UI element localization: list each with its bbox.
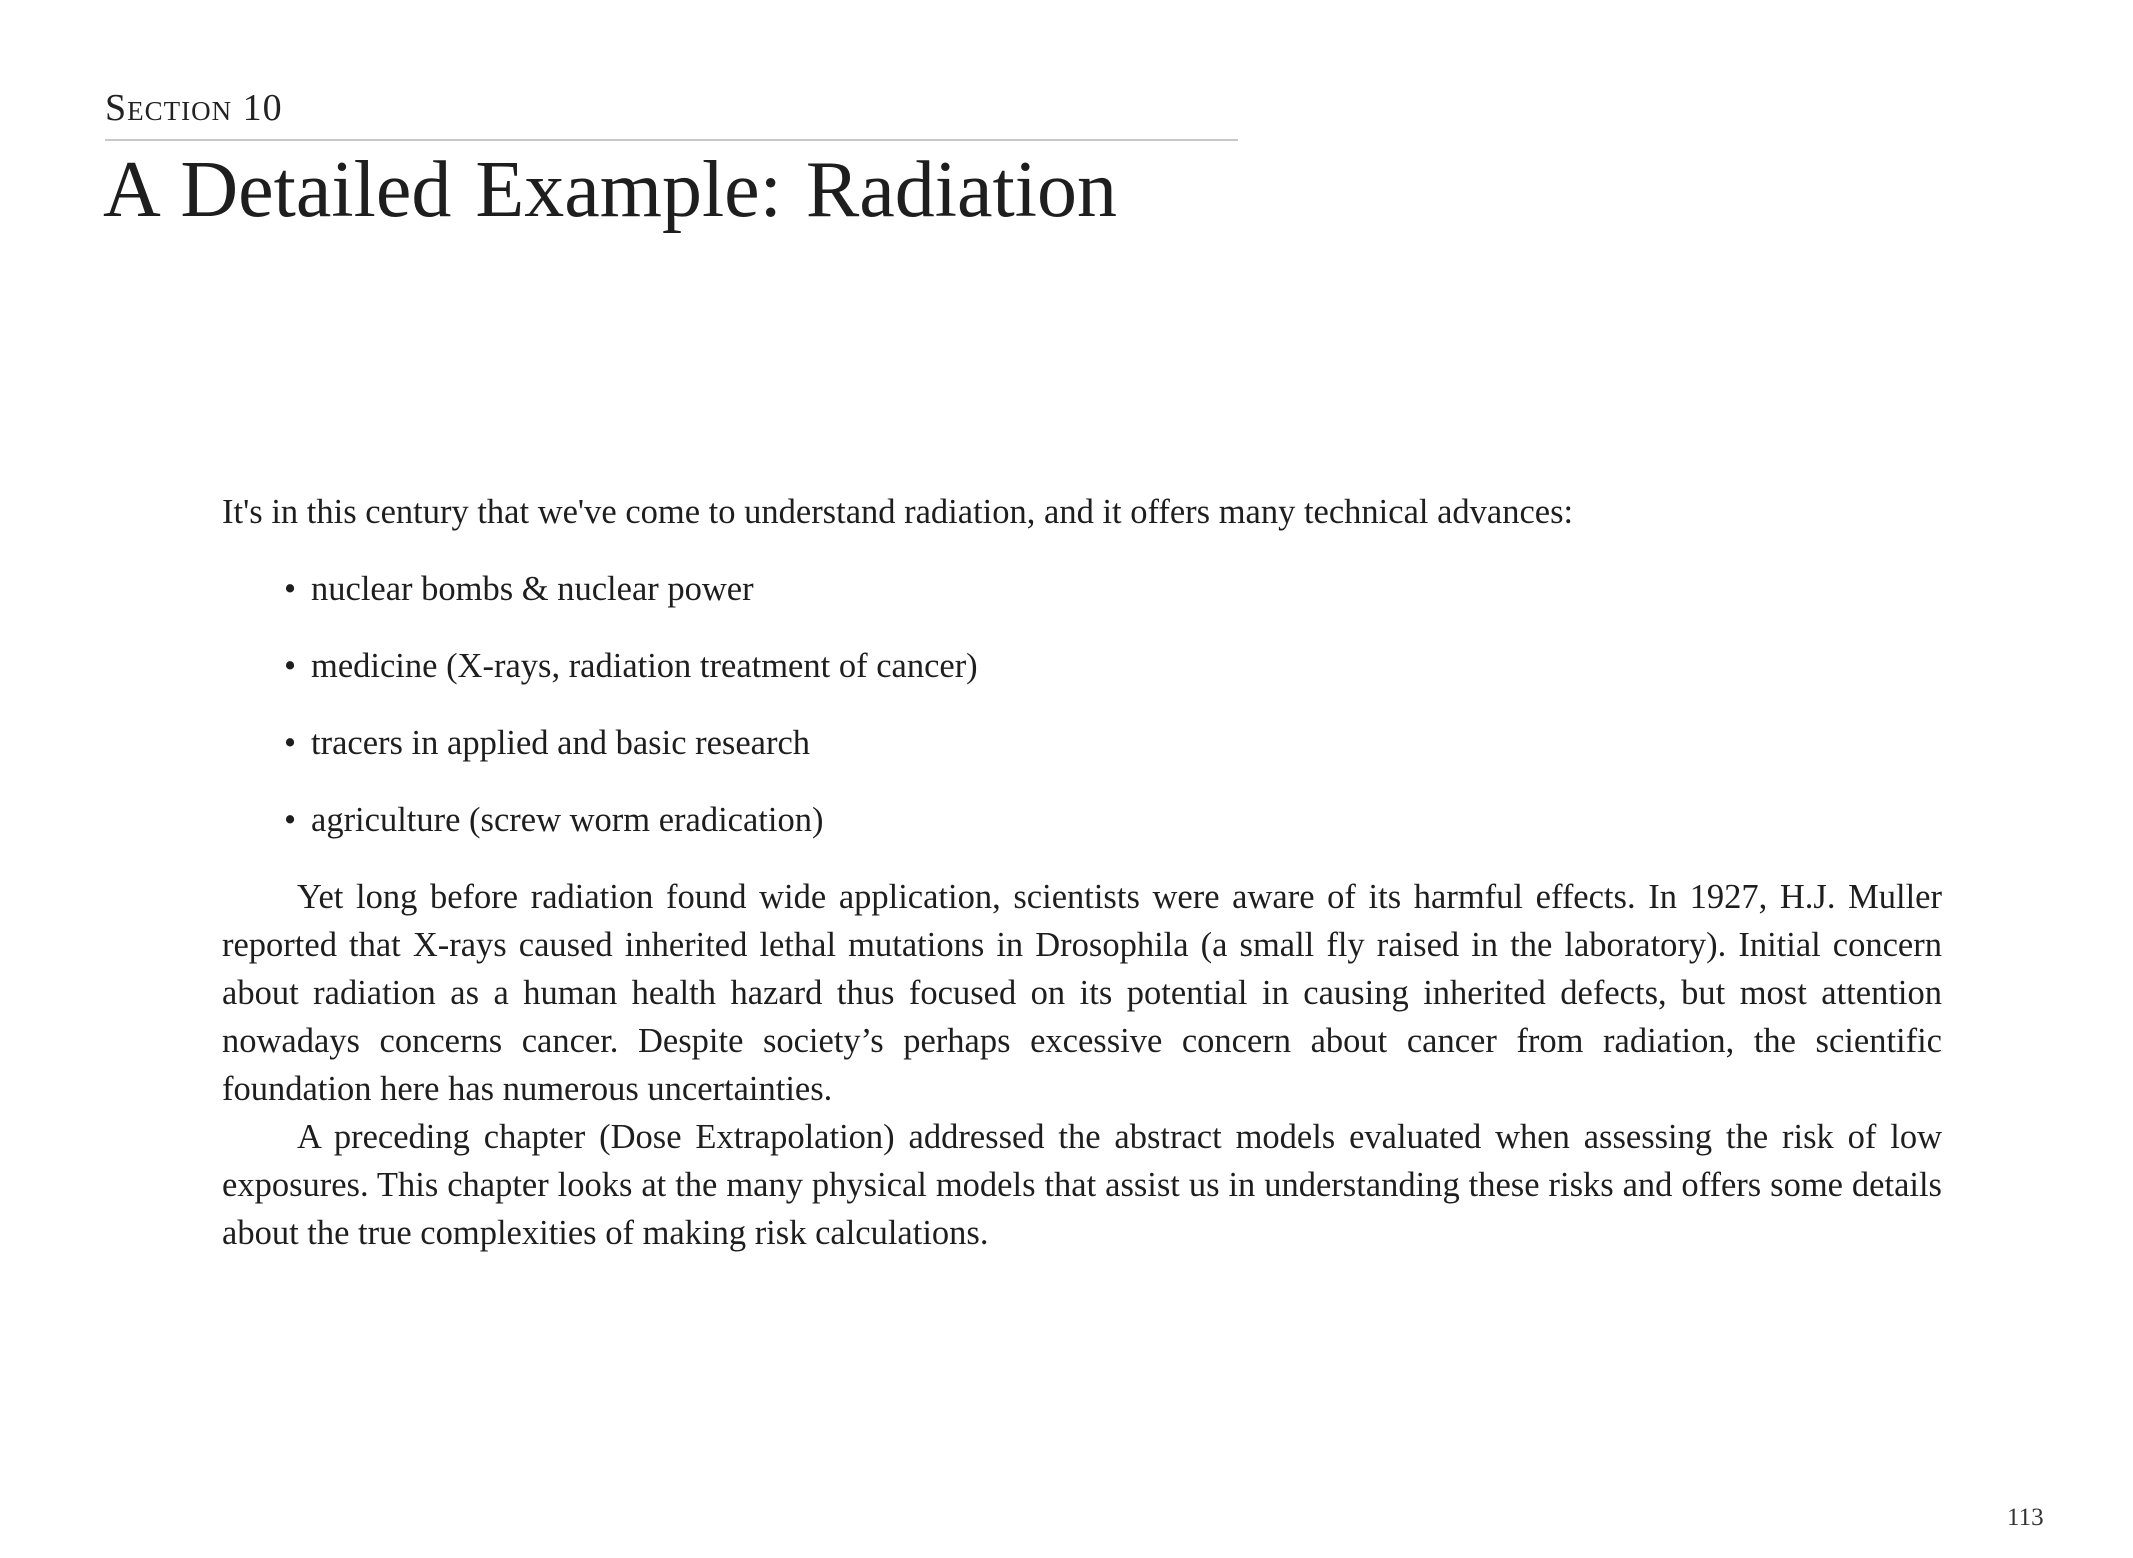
paragraph-chapter-overview: A preceding chapter (Dose Extrapolation) addressed the abstract models evaluated when assessing the risk of low exposures. This chapter looks at the many physical models that assist us in understanding these risks and offers some details about the true complexities of making risk calculations. (222, 1118, 1942, 1252)
list-item (222, 796, 1942, 844)
list-item (222, 565, 1942, 613)
body-text (222, 488, 1942, 1257)
list-item-text: medicine (X-rays, radiation treatment of cancer) (311, 647, 978, 685)
list-item-text: nuclear bombs & nuclear power (311, 570, 754, 608)
page-number: 113 (2007, 1504, 2044, 1531)
bullet-list (222, 565, 1942, 844)
page-title: A Detailed Example: Radiation (103, 146, 1117, 234)
section-label: Section 10 (105, 87, 283, 129)
bullet-icon: • (284, 724, 297, 762)
list-item (222, 719, 1942, 767)
bullet-icon: • (284, 570, 297, 608)
bullet-icon: • (284, 801, 297, 839)
intro-paragraph: It's in this century that we've come to understand radiation, and it offers many technical advances: (222, 493, 1574, 531)
list-item-text: tracers in applied and basic research (311, 724, 811, 762)
list-item-text: agriculture (screw worm eradication) (311, 801, 824, 839)
list-item (222, 642, 1942, 690)
paragraph-radiation-history: Yet long before radiation found wide application, scientists were aware of its harmful effects. In 1927, H.J. Muller reported that X-rays caused inherited lethal mutations in Drosophila (a small fly raised in the laboratory). Initial concern about radiation as a human health hazard thus focused on its potential in causing inherited defects, but most attention nowadays concerns cancer. Despite society’s perhaps excessive concern about cancer from radiation, the scientific foundation here has numerous uncertainties. (222, 878, 1942, 1108)
bullet-icon: • (284, 647, 297, 685)
